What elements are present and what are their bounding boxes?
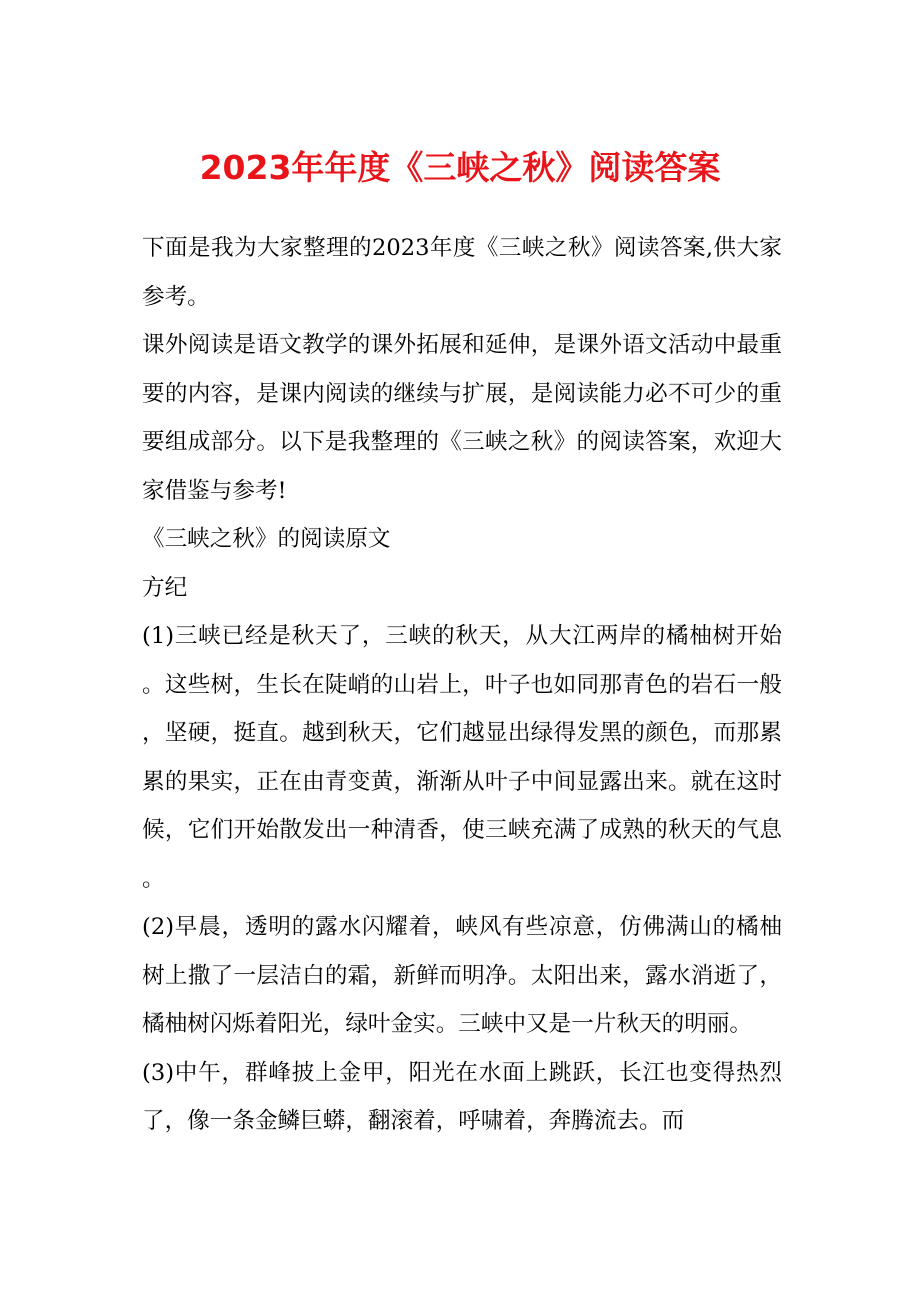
- author-line: 方纪: [142, 574, 188, 601]
- section-heading: 《三峡之秋》的阅读原文: [142, 526, 391, 552]
- document-title: 2023年年度《三峡之秋》阅读答案: [199, 148, 721, 187]
- document-body: [142, 224, 782, 1146]
- text-paragraph-2: (2)早晨，透明的露水闪耀着，峡风有些凉意，仿佛满山的橘柚树上撒了一层洁白的霜，新鲜而明净。太阳出来，露水消逝了，橘柚树闪烁着阳光，绿叶金实。三峡中又是一片秋天的明丽。: [142, 914, 782, 1037]
- intro-paragraph: 下面是我为大家整理的2023年度《三峡之秋》阅读答案,供大家参考。: [142, 235, 782, 310]
- context-paragraph: 课外阅读是语文教学的课外拓展和延伸，是课外语文活动中最重要的内容，是课内阅读的继续与扩展，是阅读能力必不可少的重要组成部分。以下是我整理的《三峡之秋》的阅读答案，欢迎大家借鉴与参考!: [142, 332, 782, 504]
- text-paragraph-3: (3)中午，群峰披上金甲，阳光在水面上跳跃，长江也变得热烈了，像一条金鳞巨蟒，翻滚着，呼啸着，奔腾流去。而: [142, 1059, 782, 1134]
- text-paragraph-1: (1)三峡已经是秋天了，三峡的秋天，从大江两岸的橘柚树开始。这些树，生长在陡峭的山岩上，叶子也如同那青色的岩石一般，坚硬，挺直。越到秋天，它们越显出绿得发黑的颜色，而那累累的果实，正在由青变黄，渐渐从叶子中间显露出来。就在这时候，它们开始散发出一种清香，使三峡充满了成熟的秋天的气息。: [142, 623, 782, 892]
